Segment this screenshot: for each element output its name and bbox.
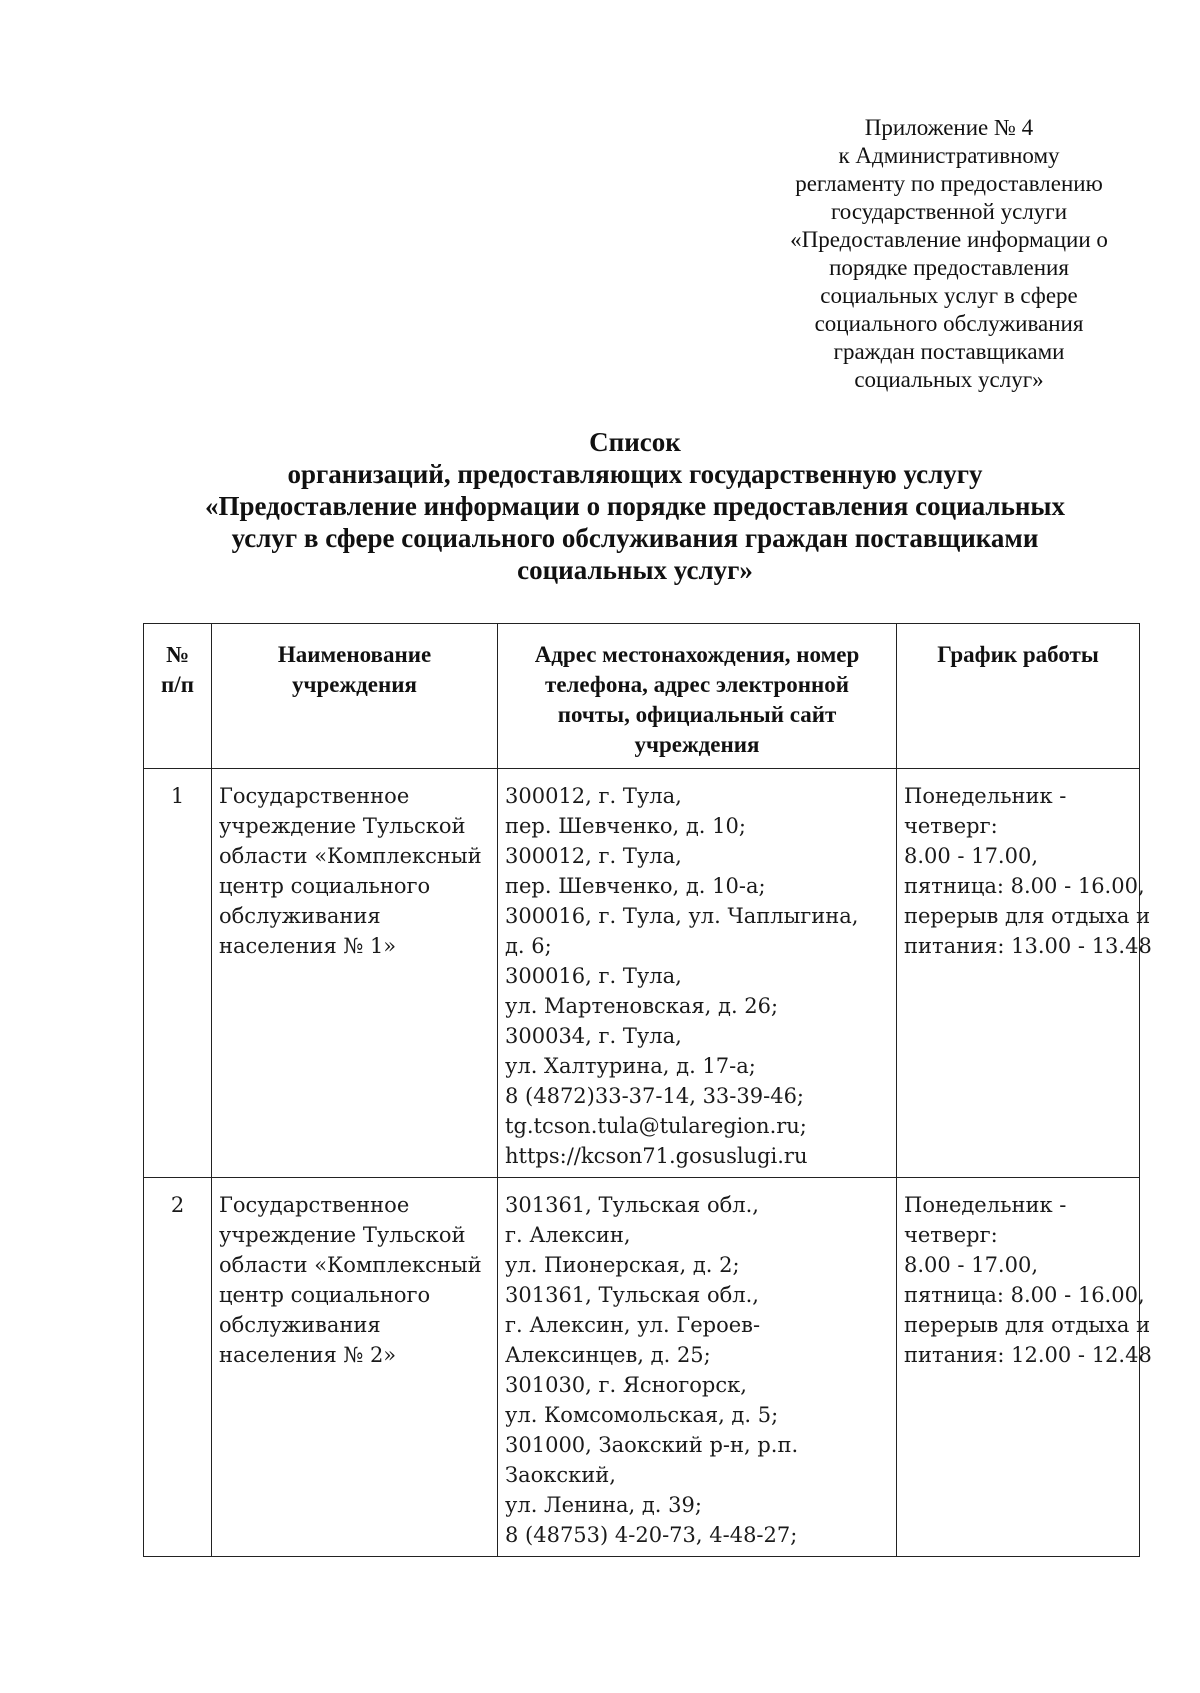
address-line: 300012, г. Тула, xyxy=(505,784,682,808)
address-line: ул. Пионерская, д. 2; xyxy=(505,1253,740,1277)
website-line: https://kcson71.gosuslugi.ru xyxy=(505,1144,808,1168)
row-number-text: 2 xyxy=(170,1193,185,1217)
header-line: телефона, адрес электронной xyxy=(545,672,849,697)
email-line: tg.tcson.tula@tularegion.ru; xyxy=(505,1114,807,1138)
address-line: г. Алексин, xyxy=(505,1223,631,1247)
title-line: социальных услуг» xyxy=(517,555,753,585)
appendix-header xyxy=(768,114,1130,394)
org-name-line: учреждение Тульской xyxy=(219,814,466,838)
phone-line: 8 (4872)33-37-14, 33-39-46; xyxy=(505,1084,805,1108)
appendix-line: социального обслуживания xyxy=(814,311,1084,336)
header-line: Наименование xyxy=(277,642,432,667)
address-line: г. Алексин, ул. Героев- xyxy=(505,1313,761,1337)
header-name xyxy=(212,624,498,769)
appendix-line: к Административному xyxy=(838,143,1060,168)
org-name-line: области «Комплексный xyxy=(219,1253,482,1277)
schedule-line: пятница: 8.00 - 16.00, xyxy=(904,1283,1145,1307)
address-line: 300016, г. Тула, ул. Чаплыгина, xyxy=(505,904,859,928)
appendix-line: социальных услуг в сфере xyxy=(820,283,1078,308)
schedule-line: пятница: 8.00 - 16.00, xyxy=(904,874,1145,898)
appendix-line: «Предоставление информации о xyxy=(790,227,1108,252)
title-line: организаций, предоставляющих государственную услугу xyxy=(287,459,983,489)
table-row xyxy=(144,1178,1140,1557)
address-line: 301361, Тульская обл., xyxy=(505,1283,759,1307)
schedule-line: 8.00 - 17.00, xyxy=(904,1253,1038,1277)
schedule-line: питания: 13.00 - 13.48 xyxy=(904,934,1152,958)
schedule-line: Понедельник - xyxy=(904,1193,1067,1217)
schedule-cell xyxy=(897,1178,1152,1557)
header-line: почты, официальный сайт xyxy=(557,702,837,727)
org-name-line: центр социального xyxy=(219,874,431,898)
header-line: учреждения xyxy=(292,672,417,697)
address-line: Заокский, xyxy=(505,1463,616,1487)
title-line: «Предоставление информации о порядке предоставления социальных xyxy=(205,491,1065,521)
org-name-line: обслуживания xyxy=(219,1313,381,1337)
header-line: График работы xyxy=(937,642,1099,667)
header-line: № xyxy=(165,642,190,667)
org-name-line: Государственное xyxy=(219,1193,410,1217)
appendix-line: порядке предоставления xyxy=(829,255,1069,280)
schedule-line: перерыв для отдыха и xyxy=(904,1313,1151,1337)
title-line: услуг в сфере социального обслуживания граждан поставщиками xyxy=(231,523,1039,553)
org-name-line: населения № 1» xyxy=(219,934,397,958)
table-header-row xyxy=(144,624,1140,769)
appendix-line: государственной услуги xyxy=(830,199,1068,224)
row-number xyxy=(144,1178,212,1557)
schedule-line: перерыв для отдыха и xyxy=(904,904,1151,928)
org-name-line: центр социального xyxy=(219,1283,431,1307)
appendix-line: Приложение № 4 xyxy=(864,115,1034,140)
org-name-line: населения № 2» xyxy=(219,1343,397,1367)
address-line: 301361, Тульская обл., xyxy=(505,1193,759,1217)
appendix-line: граждан поставщиками xyxy=(833,339,1065,364)
organizations-table xyxy=(143,623,1152,1557)
address-line: 300016, г. Тула, xyxy=(505,964,682,988)
address-line: ул. Мартеновская, д. 26; xyxy=(505,994,779,1018)
org-name-line: области «Комплексный xyxy=(219,844,482,868)
appendix-line: социальных услуг» xyxy=(854,367,1044,392)
header-line: п/п xyxy=(161,672,194,697)
address-line: 300034, г. Тула, xyxy=(505,1024,682,1048)
address-line: 300012, г. Тула, xyxy=(505,844,682,868)
phone-line: 8 (48753) 4-20-73, 4-48-27; xyxy=(505,1523,798,1547)
document-title xyxy=(130,426,1140,586)
address-line: ул. Комсомольская, д. 5; xyxy=(505,1403,779,1427)
address-line: д. 6; xyxy=(505,934,552,958)
org-name-line: обслуживания xyxy=(219,904,381,928)
header-line: учреждения xyxy=(634,732,760,757)
address-cell xyxy=(498,769,897,1178)
header-number xyxy=(144,624,212,769)
org-name-cell xyxy=(212,769,498,1178)
header-schedule xyxy=(897,624,1140,769)
address-line: 301000, Заокский р-н, р.п. xyxy=(505,1433,799,1457)
schedule-line: питания: 12.00 - 12.48 xyxy=(904,1343,1152,1367)
address-cell xyxy=(498,1178,897,1557)
address-line: ул. Халтурина, д. 17-а; xyxy=(505,1054,756,1078)
schedule-line: четверг: xyxy=(904,814,998,838)
org-name-line: Государственное xyxy=(219,784,410,808)
appendix-line: регламенту по предоставлению xyxy=(795,171,1103,196)
schedule-line: Понедельник - xyxy=(904,784,1067,808)
address-line: ул. Ленина, д. 39; xyxy=(505,1493,702,1517)
schedule-line: четверг: xyxy=(904,1223,998,1247)
schedule-cell xyxy=(897,769,1152,1178)
address-line: пер. Шевченко, д. 10; xyxy=(505,814,746,838)
address-line: пер. Шевченко, д. 10-а; xyxy=(505,874,766,898)
row-number xyxy=(144,769,212,1178)
table-row xyxy=(144,769,1140,1178)
schedule-line: 8.00 - 17.00, xyxy=(904,844,1038,868)
address-line: Алексинцев, д. 25; xyxy=(505,1343,711,1367)
row-number-text: 1 xyxy=(170,784,185,808)
address-line: 301030, г. Ясногорск, xyxy=(505,1373,747,1397)
title-line: Список xyxy=(589,427,681,457)
org-name-cell xyxy=(212,1178,498,1557)
org-name-line: учреждение Тульской xyxy=(219,1223,466,1247)
header-line: Адрес местонахождения, номер xyxy=(534,642,860,667)
header-address xyxy=(498,624,897,769)
